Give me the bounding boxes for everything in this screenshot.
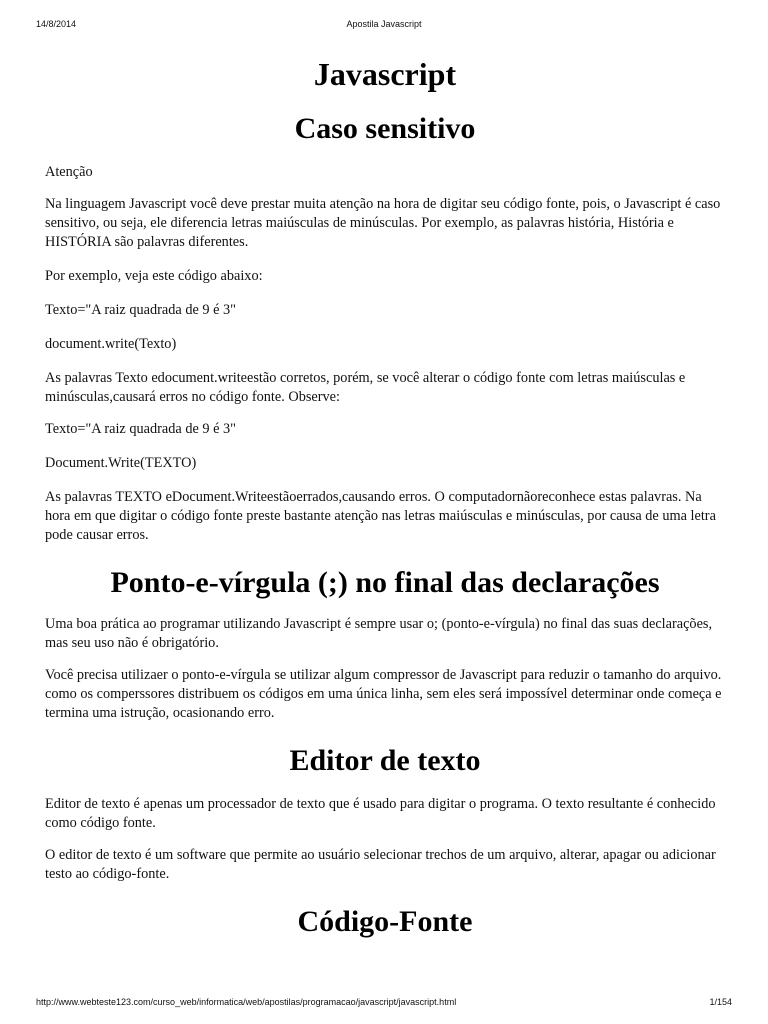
code-line: Texto="A raiz quadrada de 9 é 3" <box>45 421 237 437</box>
code-line: Document.Write(TEXTO) <box>45 455 197 471</box>
page-number: 1/154 <box>709 997 732 1007</box>
document-body <box>45 54 725 941</box>
heading-editor-de-texto: Editor de texto <box>289 744 481 777</box>
paragraph: Por exemplo, veja este código abaixo: <box>45 268 263 284</box>
code-line: document.write(Texto) <box>45 336 177 352</box>
print-date: 14/8/2014 <box>36 19 77 29</box>
heading-caso-sensitivo: Caso sensitivo <box>294 112 476 145</box>
paragraph: Na linguagem Javascript você deve prestar muita atenção na hora de digitar seu código fonte, pois, o Javascript é caso sensitivo, ou seja, ele diferencia letras maiúsculas de minúsculas. Por exemplo, as palavras história, História e HISTÓRIA são palavras diferentes. <box>45 196 721 250</box>
print-title: Apostila Javascript <box>346 19 422 29</box>
paragraph: Você precisa utilizaer o ponto-e-vírgula se utilizar algum compressor de Javascript para reduzir o tamanho do arquivo. como os comperssores distribuem os códigos em uma única linha, sem eles será impossível determinar onde começa e termina uma istrução, ocasionando erro. <box>45 667 722 721</box>
source-url: http://www.webteste123.com/curso_web/informatica/web/apostilas/programacao/javascript/javascript.html <box>36 997 457 1007</box>
print-header <box>36 19 732 29</box>
document-title: Javascript <box>313 56 457 92</box>
paragraph: As palavras Texto edocument.writeestão corretos, porém, se você alterar o código fonte com letras maiúsculas e minúsculas,causará erros no código fonte. Observe: <box>45 370 686 405</box>
paragraph: As palavras TEXTO eDocument.Writeestãoerrados,causando erros. O computadornãoreconhece estas palavras. Na hora em que digitar o código fonte preste bastante atenção nas letras maiúsculas e minúsculas, por causa de uma letra pode causar erros. <box>45 489 716 543</box>
paragraph: Uma boa prática ao programar utilizando Javascript é sempre usar o; (ponto-e-vírgula) no final das suas declarações, mas seu uso não é obrigatório. <box>45 616 713 651</box>
heading-ponto-e-virgula: Ponto-e-vírgula (;) no final das declarações <box>110 566 660 599</box>
attention-label: Atenção <box>45 164 93 180</box>
print-footer <box>36 997 732 1007</box>
paragraph: Editor de texto é apenas um processador de texto que é usado para digitar o programa. O texto resultante é conhecido como código fonte. <box>45 796 716 831</box>
paragraph: O editor de texto é um software que permite ao usuário selecionar trechos de um arquivo, alterar, apagar ou adicionar testo ao código-fonte. <box>45 847 716 882</box>
heading-codigo-fonte: Código-Fonte <box>297 905 473 938</box>
code-line: Texto="A raiz quadrada de 9 é 3" <box>45 302 237 318</box>
